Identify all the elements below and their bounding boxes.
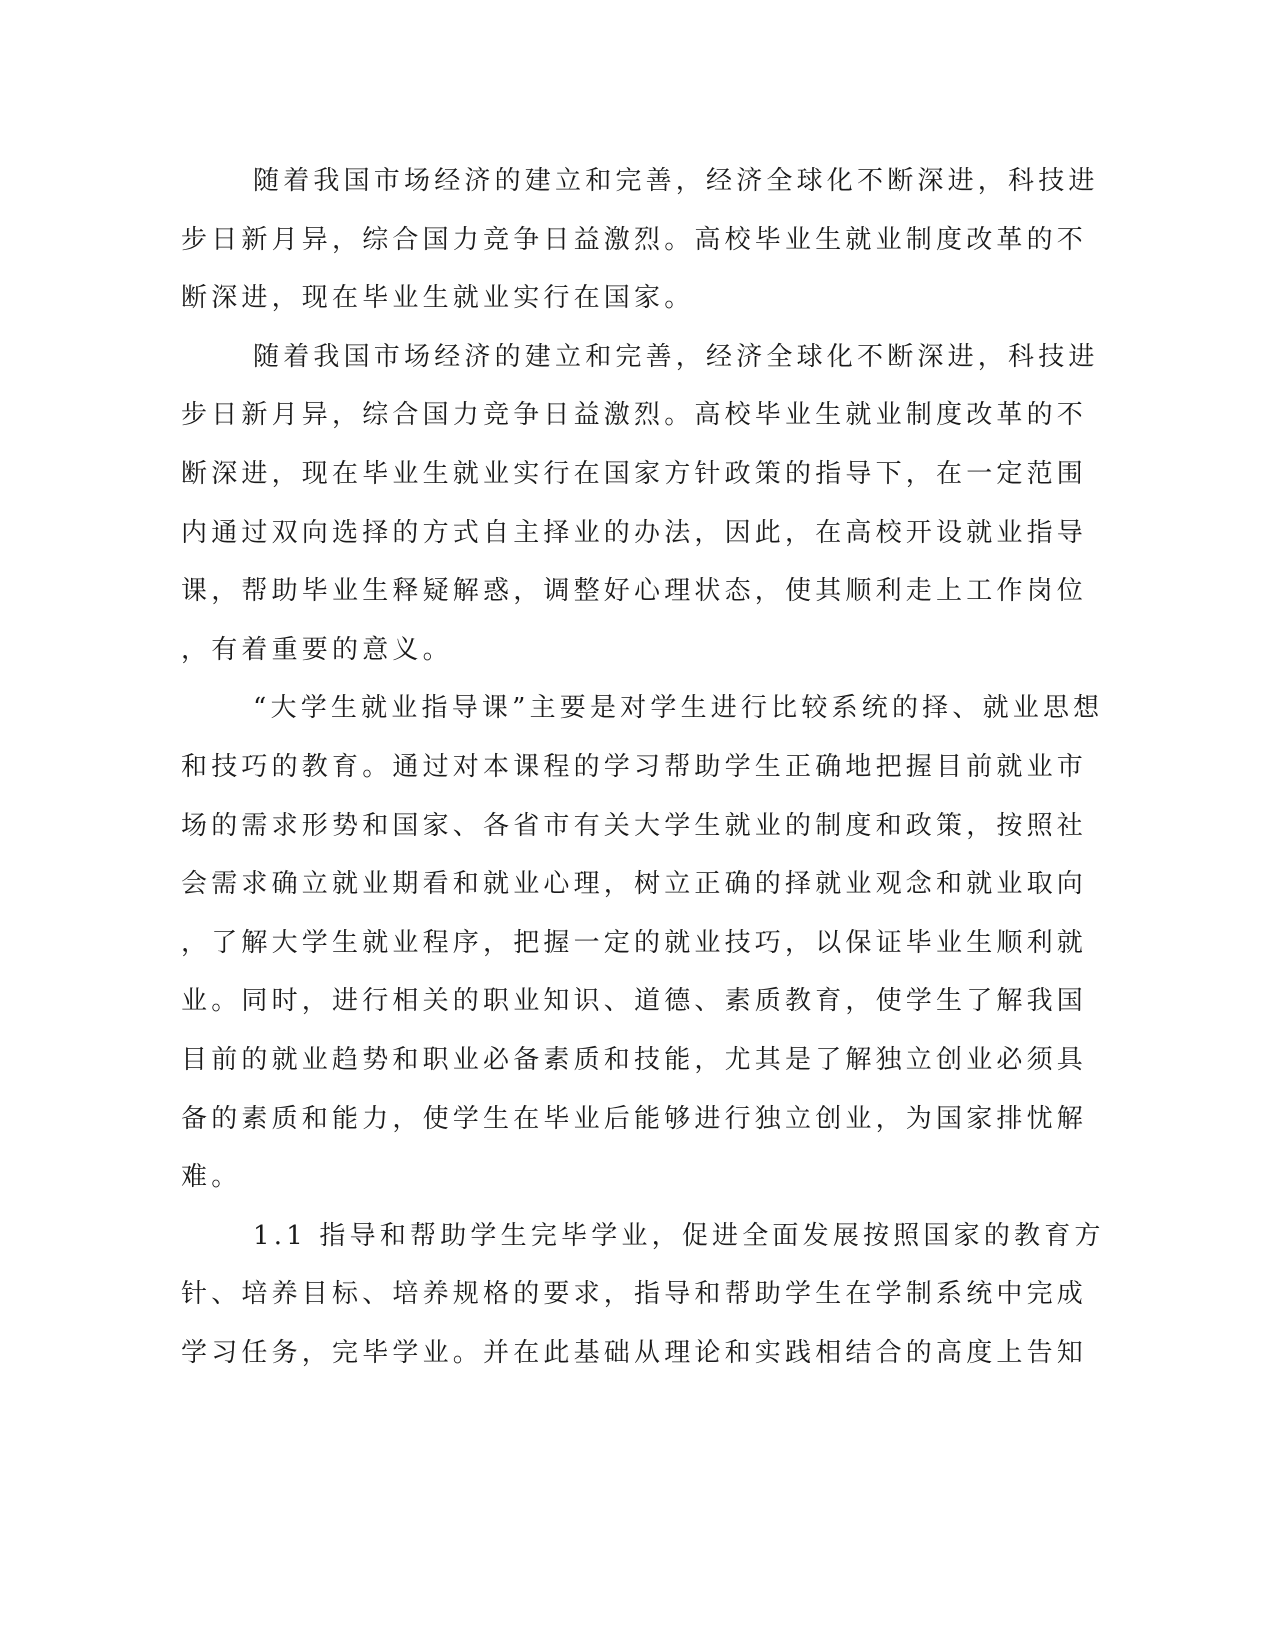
text-line: “大学生就业指导课”主要是对学生进行比较系统的择、就业思想	[253, 693, 1104, 724]
paragraph-3	[181, 679, 1104, 1206]
text-line: 断深进，现在毕业生就业实行在国家。	[181, 283, 695, 314]
text-line: 会需求确立就业期看和就业心理，树立正确的择就业观念和就业取向	[181, 869, 1088, 900]
text-line: ，了解大学生就业程序，把握一定的就业技巧，以保证毕业生顺利就	[181, 927, 1088, 958]
text-line: 步日新月异，综合国力竞争日益激烈。高校毕业生就业制度改革的不	[181, 224, 1088, 255]
text-line: 断深进，现在毕业生就业实行在国家方针政策的指导下，在一定范围	[181, 458, 1088, 489]
document-body	[181, 152, 1105, 1382]
text-line: 步日新月异，综合国力竞争日益激烈。高校毕业生就业制度改革的不	[181, 400, 1088, 431]
text-line: 学习任务，完毕学业。并在此基础从理论和实践相结合的高度上告知	[181, 1337, 1088, 1368]
text-line: 课，帮助毕业生释疑解惑，调整好心理状态，使其顺利走上工作岗位	[181, 576, 1088, 607]
text-line: 业。同时，进行相关的职业知识、道德、素质教育，使学生了解我国	[181, 986, 1088, 1017]
text-line: 目前的就业趋势和职业必备素质和技能，尤其是了解独立创业必须具	[181, 1044, 1088, 1075]
text-line: 随着我国市场经济的建立和完善，经济全球化不断深进，科技进	[253, 341, 1099, 372]
paragraph-4	[181, 1207, 1105, 1383]
text-line: 内通过双向选择的方式自主择业的办法，因此，在高校开设就业指导	[181, 517, 1088, 548]
text-line: 备的素质和能力，使学生在毕业后能够进行独立创业，为国家排忧解	[181, 1103, 1088, 1134]
text-line: 场的需求形势和国家、各省市有关大学生就业的制度和政策，按照社	[181, 810, 1088, 841]
text-line: 随着我国市场经济的建立和完善，经济全球化不断深进，科技进	[253, 166, 1099, 196]
text-line: 针、培养目标、培养规格的要求，指导和帮助学生在学制系统中完成	[181, 1279, 1088, 1310]
paragraph-2	[181, 328, 1099, 680]
text-line: 和技巧的教育。通过对本课程的学习帮助学生正确地把握目前就业市	[181, 751, 1088, 782]
paragraph-1	[181, 152, 1099, 328]
text-line: ，有着重要的意义。	[181, 634, 453, 665]
text-line: 难。	[181, 1162, 242, 1193]
text-line: 1.1 指导和帮助学生完毕学业，促进全面发展按照国家的教育方	[253, 1220, 1105, 1251]
